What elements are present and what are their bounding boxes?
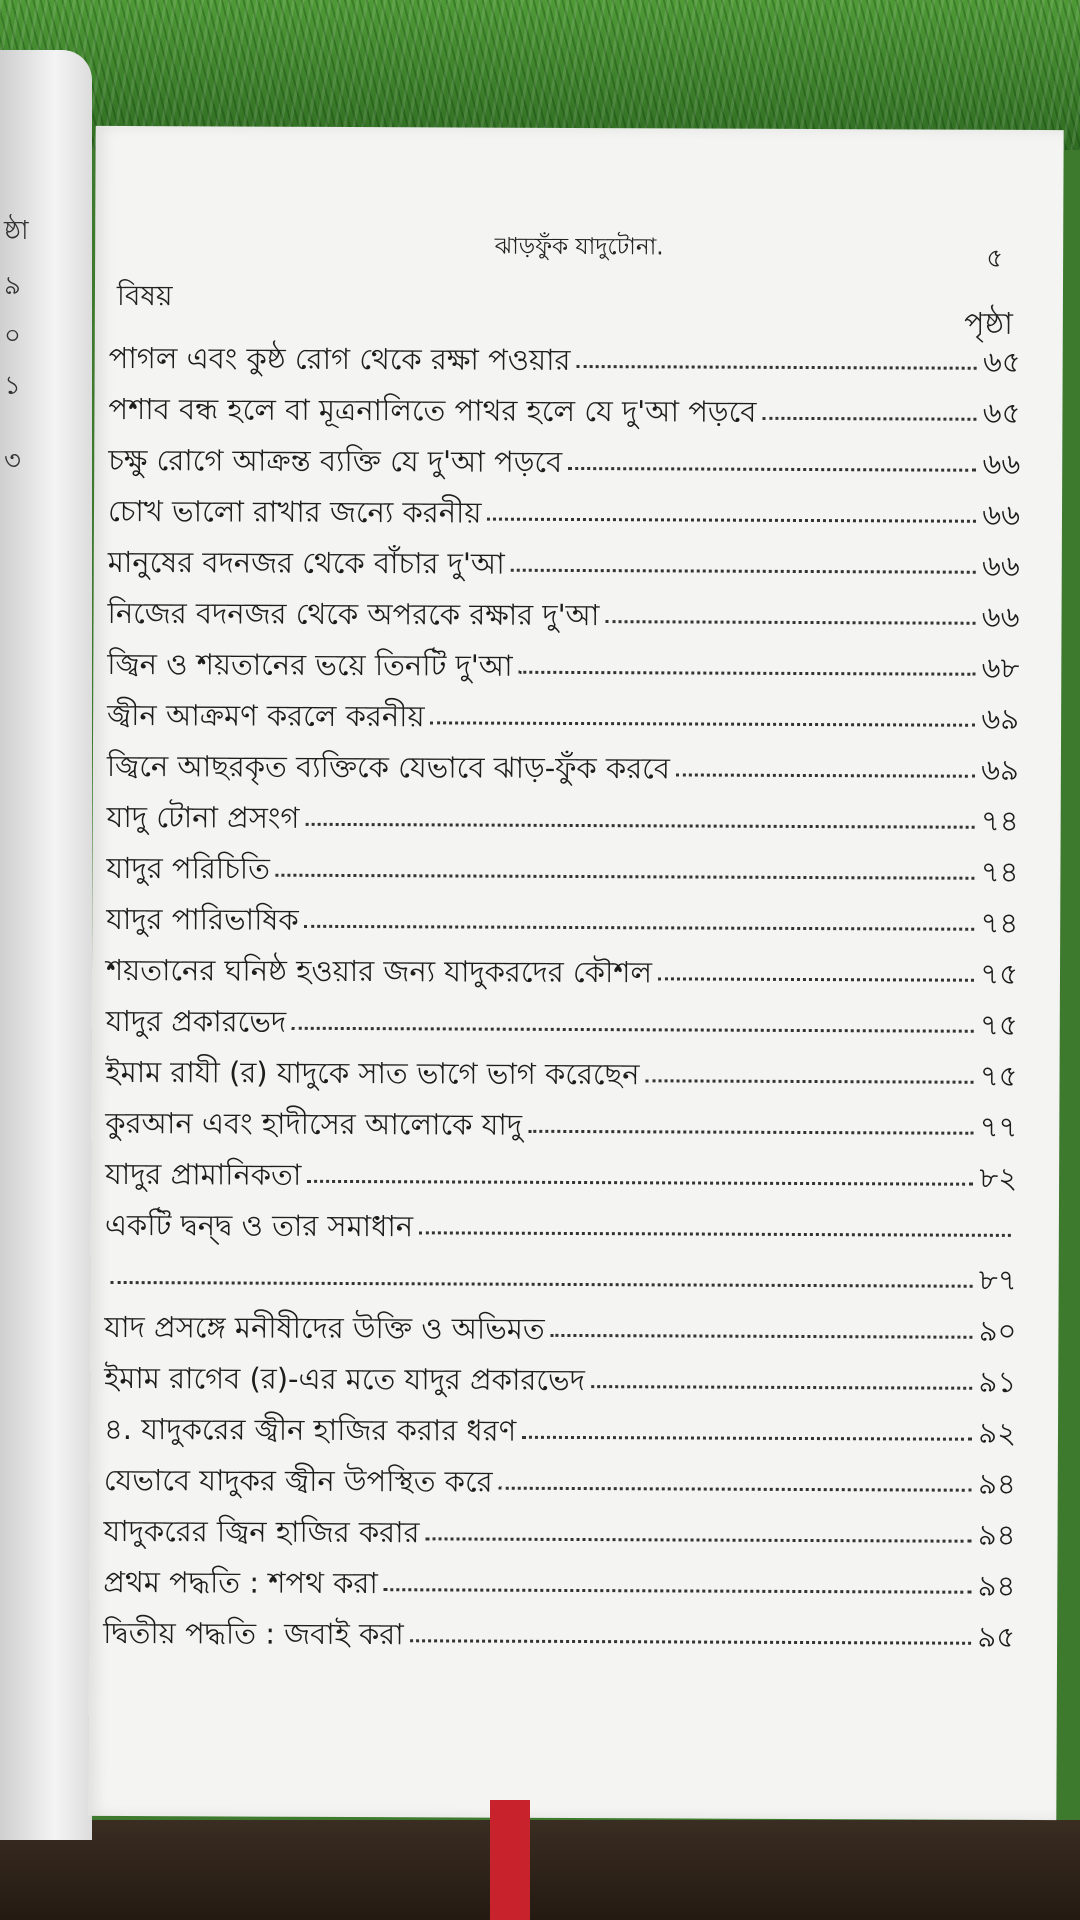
toc-entry-page: ৯৪	[977, 1517, 1016, 1552]
toc-entry-title: চোখ ভালো রাখার জন্যে করনীয়	[107, 493, 482, 530]
toc-entry-title: যাদুর পারিভাষিক	[106, 901, 299, 937]
left-page-fragment: ৯	[4, 271, 21, 301]
running-header: ঝাড়ফুঁক যাদুটোনা.	[494, 233, 664, 261]
toc-row	[105, 1203, 1017, 1258]
toc-entry-page: ৯১	[978, 1364, 1017, 1399]
dot-leader	[305, 921, 975, 931]
toc-entry-page: ৭৫	[980, 956, 1019, 991]
toc-row	[104, 1305, 1016, 1360]
subject-column-heading: বিষয়	[116, 278, 173, 313]
dot-leader	[511, 565, 976, 574]
dot-leader	[499, 1483, 973, 1492]
dot-leader	[307, 1176, 973, 1186]
toc-entry-page: ৭৪	[980, 854, 1019, 889]
toc-entry-page: ৮৭	[978, 1262, 1017, 1297]
toc-row	[106, 948, 1018, 1003]
toc-entry-title: ৪. যাদুকরের জ্বীন হাজির করার ধরণ	[103, 1411, 517, 1448]
toc-entry-page: ৯০	[978, 1313, 1017, 1348]
dot-leader	[645, 1075, 973, 1083]
dot-leader	[487, 514, 976, 523]
toc-entry-page: ৬৮	[981, 650, 1020, 685]
toc-entry-title: প্রথম পদ্ধতি : শপথ করা	[103, 1564, 378, 1601]
dot-leader	[676, 769, 975, 777]
toc-entry-title: ইমাম রাগেব (র)-এর মতে যাদুর প্রকারভেদ	[104, 1360, 585, 1398]
toc-entry-page: ৬৫	[982, 344, 1021, 379]
toc-entry-title: শয়তানের ঘনিষ্ঠ হওয়ার জন্য যাদুকরদের কৌশল	[105, 952, 653, 990]
left-page-fragment: ১	[4, 371, 21, 401]
dot-leader	[522, 1432, 972, 1441]
toc-entry-title: যাদুর প্রামানিকতা	[105, 1156, 302, 1192]
toc-entry-page: ৬৫	[982, 395, 1021, 430]
toc-entry-page: ৬৬	[982, 497, 1021, 532]
toc-entry-page: ৯৪	[978, 1466, 1016, 1501]
toc-row	[106, 846, 1018, 901]
toc-row	[103, 1560, 1015, 1615]
dot-leader	[305, 819, 975, 829]
toc-entry-title: যাদু টোনা প্রসংগ	[106, 799, 300, 835]
dot-leader	[605, 616, 975, 625]
toc-row	[105, 1152, 1017, 1207]
left-page-fragment: ৩	[4, 446, 21, 476]
toc-row	[105, 1254, 1017, 1309]
toc-row	[108, 387, 1020, 442]
left-page-fragment: ষ্ঠা	[4, 216, 29, 246]
toc-row	[107, 693, 1019, 748]
toc-entry-title: কুরআন এবং হাদীসের আলোকে যাদু	[105, 1105, 523, 1142]
toc-entry-title: নিজের বদনজর থেকে অপরকে রক্ষার দু'আ	[107, 595, 600, 633]
toc-row	[107, 795, 1019, 850]
toc-row	[106, 999, 1018, 1054]
page-column-heading: পৃষ্ঠা	[964, 306, 1013, 342]
toc-entry-title: একটি দ্বন্দ্ব ও তার সমাধান	[104, 1207, 414, 1244]
dot-leader	[410, 1635, 972, 1644]
toc-entry-title: পশাব বন্ধ হলে বা মূত্রনালিতে পাথর হলে যে দু'আ পড়বে	[108, 391, 757, 429]
dot-leader	[762, 413, 976, 421]
toc-entry-page: ৬৯	[981, 701, 1020, 736]
toc-entry-page: ৭৪	[980, 803, 1019, 838]
toc-entry-page: ৬৬	[981, 548, 1020, 583]
toc-row	[107, 744, 1019, 799]
toc-row	[103, 1611, 1015, 1666]
left-page-fragment: ০	[4, 321, 21, 351]
toc-row	[104, 1356, 1016, 1411]
toc-entry-title: যাদ প্রসঙ্গে মনীষীদের উক্তি ও অভিমত	[104, 1309, 545, 1346]
dot-leader	[431, 717, 976, 726]
toc-row	[108, 489, 1020, 544]
toc-row	[108, 438, 1020, 493]
dot-leader	[591, 1381, 973, 1390]
dot-leader	[658, 973, 974, 981]
left-page-edge	[0, 50, 92, 1840]
toc-entry-title: যাদুর প্রকারভেদ	[105, 1003, 287, 1039]
toc-entry-title: জ্বীন আক্রমণ করলে করনীয়	[107, 697, 425, 734]
dot-leader	[576, 361, 976, 370]
toc-entry-title: যাদুকরের জ্বিন হাজির করার	[103, 1513, 420, 1550]
toc-row	[105, 1101, 1017, 1156]
dot-leader	[276, 870, 975, 880]
toc-entry-title: ইমাম রাযী (র) যাদুকে সাত ভাগে ভাগ করেছেন	[105, 1054, 640, 1092]
toc-entry-title: যাদুর পরিচিতি	[106, 850, 270, 886]
book-page	[88, 126, 1063, 1820]
toc-entry-page: ৭৭	[979, 1109, 1018, 1144]
toc-row	[107, 591, 1019, 646]
toc-row	[108, 540, 1020, 595]
dot-leader	[519, 667, 976, 676]
toc-entry-title: দ্বিতীয় পদ্ধতি : জবাই করা	[103, 1615, 404, 1652]
table-of-contents	[103, 336, 1021, 1666]
toc-entry-title: পাগল এবং কুষ্ঠ রোগ থেকে রক্ষা পওয়ার	[108, 340, 571, 377]
toc-entry-page: ৬৬	[981, 599, 1020, 634]
toc-entry-title: মানুষের বদনজর থেকে বাঁচার দু'আ	[107, 544, 505, 581]
ribbon-bookmark	[490, 1800, 530, 1920]
dot-leader	[551, 1330, 973, 1339]
toc-entry-page: ৬৬	[982, 446, 1021, 481]
toc-entry-page: ৭৫	[980, 1007, 1018, 1042]
dot-leader	[419, 1227, 1011, 1237]
dot-leader	[292, 1023, 974, 1033]
toc-row	[109, 336, 1021, 391]
dot-leader	[425, 1533, 971, 1542]
toc-entry-page: ৭৫	[979, 1058, 1018, 1093]
table-surface	[0, 1820, 1080, 1920]
toc-entry-title: যেভাবে যাদুকর জ্বীন উপস্থিত করে	[103, 1462, 493, 1499]
toc-entry-title: জ্বিনে আছরকৃত ব্যক্তিকে যেভাবে ঝাড়-ফুঁক করবে	[106, 748, 671, 786]
dot-leader	[111, 1277, 973, 1288]
dot-leader	[568, 463, 976, 472]
toc-row	[104, 1407, 1016, 1462]
dot-leader	[384, 1584, 972, 1594]
toc-row	[104, 1458, 1016, 1513]
toc-entry-title: জ্বিন ও শয়তানের ভয়ে তিনটি দু'আ	[107, 646, 513, 683]
toc-entry-page: ৮২	[979, 1160, 1018, 1195]
toc-row	[106, 897, 1018, 952]
toc-row	[107, 642, 1019, 697]
toc-entry-page: ৯২	[978, 1415, 1017, 1450]
page-number: ৫	[986, 243, 1004, 274]
toc-entry-page: ৭৪	[980, 905, 1019, 940]
toc-entry-page: ৯৪	[977, 1568, 1016, 1603]
toc-entry-title: চক্ষু রোগে আক্রন্ত ব্যক্তি যে দু'আ পড়বে	[108, 442, 563, 479]
toc-entry-page: ৯৫	[977, 1619, 1016, 1654]
toc-row	[105, 1050, 1017, 1105]
toc-row	[103, 1509, 1015, 1564]
toc-entry-page: ৬৯	[981, 752, 1019, 787]
dot-leader	[528, 1126, 974, 1135]
